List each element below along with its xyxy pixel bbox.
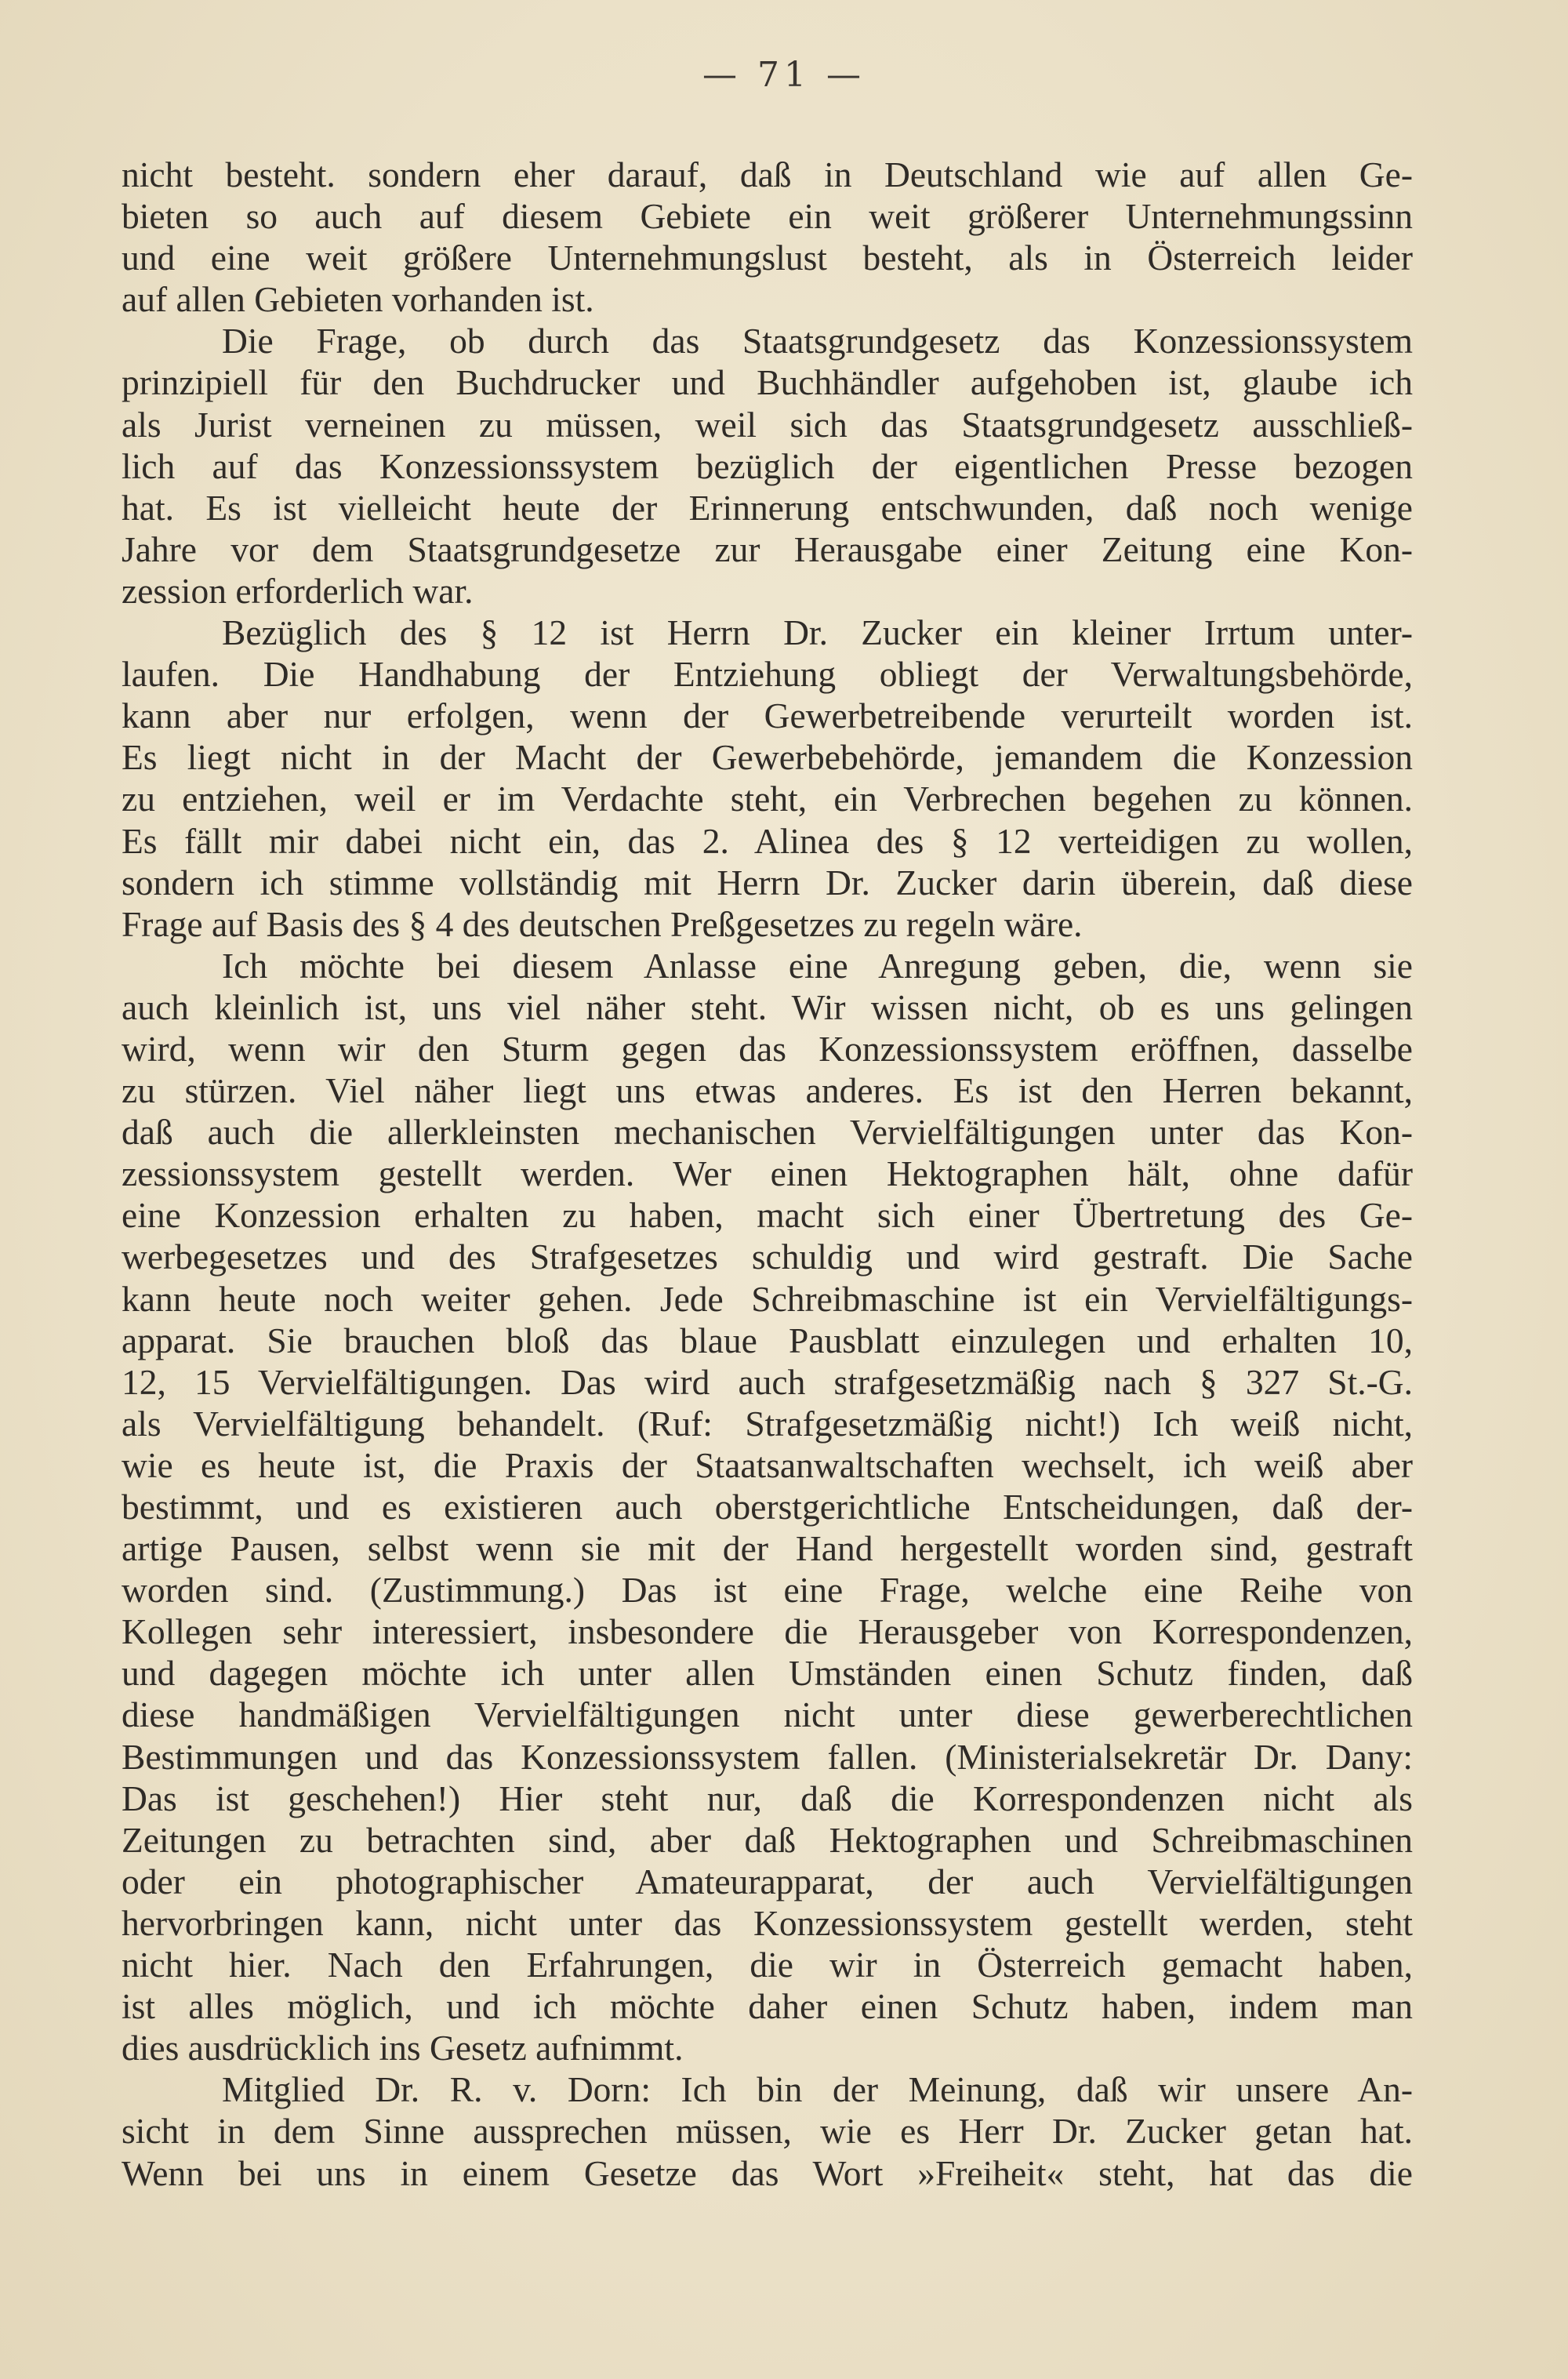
- text-line: hat. Es ist vielleicht heute der Erinnerung entschwunden, daß noch wenige: [122, 487, 1413, 528]
- text-line: prinzipiell für den Buchdrucker und Buchhändler aufgehoben ist, glaube ich: [122, 362, 1413, 403]
- text-line: bestimmt, und es existieren auch oberstgerichtliche Entscheidungen, daß der-: [122, 1487, 1413, 1527]
- text-line: laufen. Die Handhabung der Entziehung obliegt der Verwaltungsbehörde,: [122, 654, 1413, 695]
- text-line: Bezüglich des § 12 ist Herrn Dr. Zucker ein kleiner Irrtum unter-: [222, 612, 1413, 653]
- text-line: Ich möchte bei diesem Anlasse eine Anregung geben, die, wenn sie: [222, 945, 1413, 986]
- text-line: nicht besteht. sondern eher darauf, daß in Deutschland wie auf allen Ge-: [122, 154, 1413, 194]
- text-line: apparat. Sie brauchen bloß das blaue Pausblatt einzulegen und erhalten 10,: [122, 1320, 1413, 1360]
- text-line: Wenn bei uns in einem Gesetze das Wort »Freiheit« steht, hat das die: [122, 2152, 1413, 2193]
- body-text: [122, 154, 1413, 2194]
- text-line: Bestimmungen und das Konzessionssystem fallen. (Ministerialsekretär Dr. Dany:: [122, 1736, 1413, 1777]
- text-line: auch kleinlich ist, uns viel näher steht. Wir wissen nicht, ob es uns gelingen: [122, 986, 1413, 1027]
- text-line: wird, wenn wir den Sturm gegen das Konzessionssystem eröffnen, dasselbe: [122, 1028, 1413, 1069]
- text-line: worden sind. (Zustimmung.) Das ist eine Frage, welche eine Reihe von: [122, 1570, 1413, 1611]
- text-line: Es liegt nicht in der Macht der Gewerbebehörde, jemandem die Konzession: [122, 737, 1413, 778]
- text-line: Es fällt mir dabei nicht ein, das 2. Alinea des § 12 verteidigen zu wollen,: [122, 820, 1413, 861]
- text-line: zession erforderlich war.: [122, 570, 474, 611]
- text-line: Die Frage, ob durch das Staatsgrundgesetz das Konzessionssystem: [222, 321, 1413, 361]
- text-line: diese handmäßigen Vervielfältigungen nicht unter diese gewerberechtlichen: [122, 1694, 1413, 1735]
- text-line: Kollegen sehr interessiert, insbesondere die Herausgeber von Korrespondenzen,: [122, 1611, 1413, 1652]
- text-line: werbegesetzes und des Strafgesetzes schuldig und wird gestraft. Die Sache: [122, 1237, 1413, 1277]
- text-line: Jahre vor dem Staatsgrundgesetze zur Herausgabe einer Zeitung eine Kon-: [122, 528, 1413, 569]
- text-line: ist alles möglich, und ich möchte daher einen Schutz haben, indem man: [122, 1986, 1413, 2027]
- text-line: nicht hier. Nach den Erfahrungen, die wir in Österreich gemacht haben,: [122, 1945, 1413, 1985]
- text-line: als Jurist verneinen zu müssen, weil sich das Staatsgrundgesetz ausschließ-: [122, 404, 1413, 445]
- text-line: Frage auf Basis des § 4 des deutschen Preßgesetzes zu regeln wäre.: [122, 903, 1083, 944]
- text-line: hervorbringen kann, nicht unter das Konzessionssystem gestellt werden, steht: [122, 1902, 1413, 1943]
- text-line: kann heute noch weiter gehen. Jede Schreibmaschine ist ein Vervielfältigungs-: [122, 1278, 1413, 1319]
- text-line: zu entziehen, weil er im Verdachte steht, ein Verbrechen begehen zu können.: [122, 779, 1413, 819]
- text-line: Das ist geschehen!) Hier steht nur, daß die Korrespondenzen nicht als: [122, 1778, 1413, 1818]
- text-line: Zeitungen zu betrachten sind, aber daß Hektographen und Schreibmaschinen: [122, 1819, 1413, 1860]
- text-line: sondern ich stimme vollständig mit Herrn Dr. Zucker darin überein, daß diese: [122, 862, 1413, 903]
- text-line: Mitglied Dr. R. v. Dorn: Ich bin der Meinung, daß wir unsere An-: [222, 2069, 1413, 2110]
- text-line: wie es heute ist, die Praxis der Staatsanwaltschaften wechselt, ich weiß aber: [122, 1444, 1413, 1485]
- text-line: daß auch die allerkleinsten mechanischen Vervielfältigungen unter das Kon-: [122, 1112, 1413, 1153]
- text-line: artige Pausen, selbst wenn sie mit der Hand hergestellt worden sind, gestraft: [122, 1528, 1413, 1569]
- text-line: lich auf das Konzessionssystem bezüglich der eigentlichen Presse bezogen: [122, 445, 1413, 486]
- page-number: — 71 —: [702, 55, 866, 95]
- text-line: und eine weit größere Unternehmungslust besteht, als in Österreich leider: [122, 238, 1413, 278]
- text-line: oder ein photographischer Amateurapparat, der auch Vervielfältigungen: [122, 1861, 1413, 1901]
- text-line: 12, 15 Vervielfältigungen. Das wird auch strafgesetzmäßig nach § 327 St.-G.: [122, 1361, 1413, 1402]
- text-line: bieten so auch auf diesem Gebiete ein weit größerer Unternehmungssinn: [122, 196, 1413, 237]
- text-line: als Vervielfältigung behandelt. (Ruf: Strafgesetzmäßig nicht!) Ich weiß nicht,: [122, 1403, 1413, 1444]
- text-line: sicht in dem Sinne aussprechen müssen, wie es Herr Dr. Zucker getan hat.: [122, 2111, 1413, 2152]
- text-line: zu stürzen. Viel näher liegt uns etwas anderes. Es ist den Herren bekannt,: [122, 1070, 1413, 1111]
- text-line: auf allen Gebieten vorhanden ist.: [122, 279, 594, 320]
- text-line: dies ausdrücklich ins Gesetz aufnimmt.: [122, 2028, 684, 2068]
- text-line: und dagegen möchte ich unter allen Umständen einen Schutz finden, daß: [122, 1653, 1413, 1694]
- text-line: zessionssystem gestellt werden. Wer einen Hektographen hält, ohne dafür: [122, 1153, 1413, 1194]
- text-line: eine Konzession erhalten zu haben, macht sich einer Übertretung des Ge-: [122, 1195, 1413, 1236]
- text-line: kann aber nur erfolgen, wenn der Gewerbetreibende verurteilt worden ist.: [122, 696, 1413, 736]
